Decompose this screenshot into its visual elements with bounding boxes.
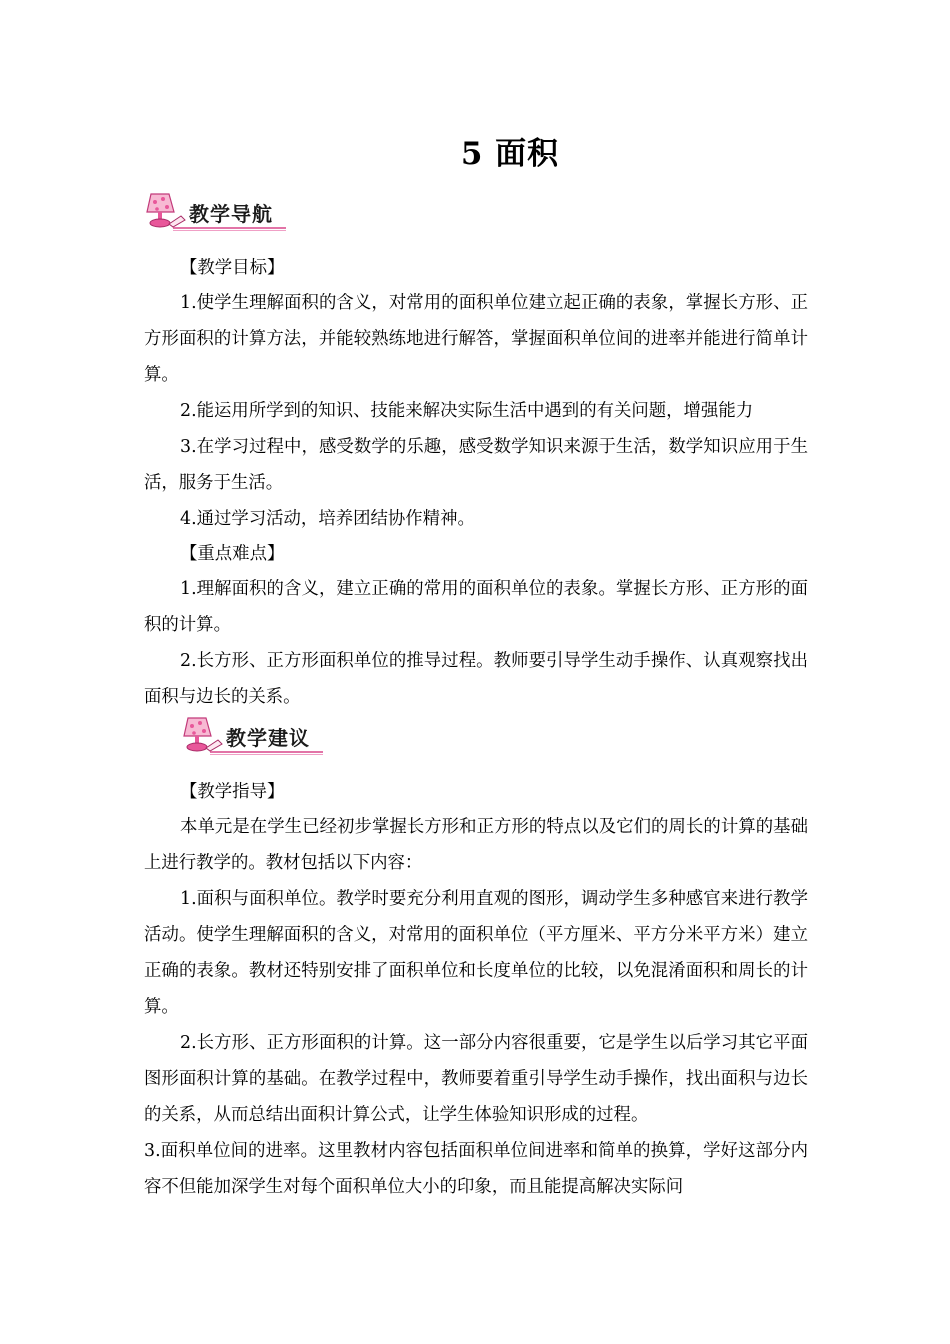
objectives-heading: 【教学目标】: [180, 258, 285, 278]
objective-item-4: 4.通过学习活动，培养团结协作精神。: [180, 509, 475, 529]
guidance-intro: 本单元是在学生已经初步掌握长方形和正方形的特点以及它们的周长的计算的基础上进行教学的。教材包括以下内容：: [144, 817, 808, 873]
key-points-heading: 【重点难点】: [180, 544, 285, 564]
objective-item-1: 1.使学生理解面积的含义，对常用的面积单位建立起正确的表象，掌握长方形、正方形面积的计算方法，并能较熟练地进行解答，掌握面积单位间的进率并能进行简单计算。: [144, 293, 808, 385]
section-banner-teaching-navigation: [143, 190, 288, 234]
section-banner-teaching-suggestions: [180, 714, 325, 758]
guidance-item-3: 3.面积单位间的进率。这里教材内容包括面积单位间进率和简单的换算，学好这部分内容不但能加深学生对每个面积单位大小的印象，而且能提高解决实际问: [144, 1141, 808, 1197]
guidance-heading: 【教学指导】: [180, 782, 285, 802]
key-point-item-1: 1.理解面积的含义，建立正确的常用的面积单位的表象。掌握长方形、正方形的面积的计算。: [144, 579, 808, 635]
banner-label: 教学导航: [189, 202, 273, 226]
objective-item-3: 3.在学习过程中，感受数学的乐趣，感受数学知识来源于生活，数学知识应用于生活，服务于生活。: [144, 437, 808, 493]
key-point-item-2: 2.长方形、正方形面积单位的推导过程。教师要引导学生动手操作、认真观察找出面积与边长的关系。: [144, 651, 808, 707]
objective-item-2: 2.能运用所学到的知识、技能来解决实际生活中遇到的有关问题，增强能力: [180, 401, 754, 421]
guidance-item-1: 1.面积与面积单位。教学时要充分利用直观的图形，调动学生多种感官来进行教学活动。使学生理解面积的含义，对常用的面积单位（平方厘米、平方分米平方米）建立正确的表象。教材还特别安排了面积单位和长度单位的比较，以免混淆面积和周长的计算。: [144, 889, 808, 1017]
page-title: 5 面积: [460, 136, 560, 172]
guidance-item-2: 2.长方形、正方形面积的计算。这一部分内容很重要，它是学生以后学习其它平面图形面积计算的基础。在教学过程中，教师要着重引导学生动手操作，找出面积与边长的关系，从而总结出面积计算公式，让学生体验知识形成的过程。: [144, 1033, 808, 1125]
banner-label: 教学建议: [226, 726, 310, 750]
